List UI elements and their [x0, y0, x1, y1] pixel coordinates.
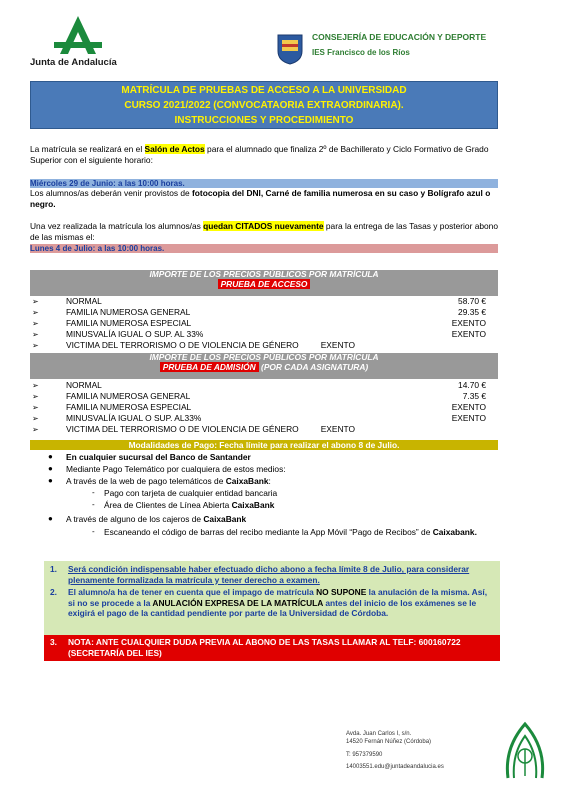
fee-row: ➢ VICTIMA DEL TERRORISMO O DE VIOLENCIA DE GÉNERO EXENTO — [32, 424, 355, 434]
fee-row: ➢ FAMILIA NUMEROSA GENERAL 29.35 € — [32, 307, 486, 317]
prueba-acceso-tag: PRUEBA DE ACCESO — [218, 279, 311, 289]
arrow-bullet-icon: ➢ — [32, 297, 39, 306]
bullet-icon: ● — [48, 452, 53, 461]
arrow-bullet-icon: ➢ — [32, 403, 39, 412]
date-bar-tasas: Lunes 4 de Julio: a las 10:00 horas. — [30, 244, 498, 253]
footer-email: 14003551.edu@juntadeandalucia.es — [346, 764, 444, 770]
date-bar-matricula: Miércoles 29 de Junio: a las 10:00 horas. — [30, 179, 498, 188]
note-3: 3. NOTA: ANTE CUALQUIER DUDA PREVIA AL ABONO DE LAS TASAS LLAMAR AL TELF: 600160722 (SECRETARÍA DEL IES) — [44, 635, 500, 661]
note-1: Será condición indispensable haber efectuado dicho abono a fecha límite 8 de Julio, para considerar plenamente formalizada la matrícula y tener derecho a examen. — [68, 564, 470, 585]
intro-paragraph-1: La matrícula se realizará en el Salón de Actos para el alumnado que finaliza 2º de Bachillerato y Ciclo Formativo de Grado Superior con el siguiente horario: — [30, 144, 489, 165]
dash-bullet-icon: - — [92, 488, 95, 497]
footer-address-2: 14520 Fernán Núñez (Córdoba) — [346, 739, 432, 745]
fee-row: ➢ FAMILIA NUMEROSA GENERAL 7.35 € — [32, 391, 486, 401]
fee-row: ➢ MINUSVALÍA IGUAL O SUP. AL33% EXENTO — [32, 413, 486, 423]
citados-highlight: quedan CITADOS nuevamente — [203, 221, 324, 231]
title-line-3: INSTRUCCIONES Y PROCEDIMIENTO — [174, 115, 354, 126]
consejeria-heading: CONSEJERÍA DE EDUCACIÓN Y DEPORTE — [312, 32, 487, 42]
intro-paragraph-3: Una vez realizada la matrícula los alumnos/as quedan CITADOS nuevamente para la entrega de las Tasas y posterior abono de las mismas el: — [30, 221, 498, 242]
arrow-bullet-icon: ➢ — [32, 341, 39, 350]
fees-admision-header: IMPORTE DE LOS PRECIOS PÚBLICOS POR MATRÍCULA PRUEBA DE ADMISIÓN (POR CADA ASIGNATURA) — [30, 353, 498, 379]
fee-row: ➢ NORMAL 14.70 € — [32, 380, 486, 390]
bullet-icon: ● — [48, 464, 53, 473]
arrow-bullet-icon: ➢ — [32, 319, 39, 328]
title-line-2: CURSO 2021/2022 (CONVOCATAORIA EXTRAORDINARIA). — [124, 100, 404, 111]
andalucia-seal-icon — [500, 718, 550, 782]
note-2: El alumno/a ha de tener en cuenta que el impago de matrícula NO SUPONE la anulación de la misma. Así, si no se procede a la ANULACIÓN EXPRESA DE LA MATRÍCULA antes del inicio de los exámenes se le exigirá el pago de la cantidad pendiente por parte de la Universidad de Córdoba. — [68, 587, 488, 618]
junta-andalucia-logo-icon — [48, 14, 108, 58]
ies-name: IES Francisco de los Ríos — [312, 48, 410, 57]
arrow-bullet-icon: ➢ — [32, 381, 39, 390]
payment-heading: Modalidades de Pago: Fecha límite para realizar el abono 8 de Julio. — [30, 440, 498, 450]
salon-de-actos-highlight: Salón de Actos — [144, 144, 205, 154]
arrow-bullet-icon: ➢ — [32, 330, 39, 339]
prueba-admision-tag: PRUEBA DE ADMISIÓN — [160, 362, 259, 372]
arrow-bullet-icon: ➢ — [32, 414, 39, 423]
title-box — [30, 81, 498, 129]
footer-phone: T: 957379590 — [346, 752, 383, 758]
arrow-bullet-icon: ➢ — [32, 308, 39, 317]
payment-list: ● En cualquier sucursal del Banco de Santander ● Mediante Pago Telemático por cualquiera de estos medios: ● A través de la web de pago telemáticos de CaixaBank: - Pago con tarjeta de cualquier entidad bancaria - Área de Clientes de Línea Abierta CaixaBank ● A través de alguno de los cajeros de CaixaBank - Escaneando el código de barras del recibo mediante la App Móvil “Pago de Recibos” de Caixabank. — [48, 452, 477, 537]
fee-row: ➢ NORMAL 58.70 € — [32, 296, 486, 306]
dash-bullet-icon: - — [92, 527, 95, 536]
fee-row: ➢ FAMILIA NUMEROSA ESPECIAL EXENTO — [32, 318, 486, 328]
arrow-bullet-icon: ➢ — [32, 392, 39, 401]
fees-acceso-header: IMPORTE DE LOS PRECIOS PÚBLICOS POR MATRÍCULA PRUEBA DE ACCESO — [30, 270, 498, 296]
ies-crest-icon — [276, 33, 304, 65]
fee-row: ➢ MINUSVALÍA IGUAL O SUP. AL 33% EXENTO — [32, 329, 486, 339]
bullet-icon: ● — [48, 476, 53, 485]
bullet-icon: ● — [48, 514, 53, 523]
footer-address-1: Avda. Juan Carlos I, s/n. — [346, 731, 412, 737]
fee-row: ➢ FAMILIA NUMEROSA ESPECIAL EXENTO — [32, 402, 486, 412]
arrow-bullet-icon: ➢ — [32, 425, 39, 434]
dash-bullet-icon: - — [92, 500, 95, 509]
title-line-1: MATRÍCULA DE PRUEBAS DE ACCESO A LA UNIVERSIDAD — [121, 85, 407, 96]
notes-box: 1. Será condición indispensable haber efectuado dicho abono a fecha límite 8 de Julio, para considerar plenamente formalizada la matrícula y tener derecho a examen. 2. El alumno/a ha de tener en cuenta que el impago de matrícula NO SUPONE la anulación de la misma. Así, si no se procede a la ANULACIÓN EXPRESA DE LA MATRÍCULA antes del inicio de los exámenes se le exigirá el pago de la cantidad pendiente por parte de la Universidad de Córdoba. 3. NOTA: ANTE CUALQUIER DUDA PREVIA AL ABONO DE LAS TASAS LLAMAR AL TELF: 600160722 (SECRETARÍA DEL IES) — [44, 561, 500, 661]
junta-andalucia-logo-text: Junta de Andalucía — [30, 57, 117, 68]
intro-paragraph-2: Los alumnos/as deberán venir provistos de fotocopia del DNI, Carné de familia numerosa en su caso y Bolígrafo azul o negro. — [30, 188, 491, 209]
fee-row: ➢ VICTIMA DEL TERRORISMO O DE VIOLENCIA DE GÉNERO EXENTO — [32, 340, 355, 350]
